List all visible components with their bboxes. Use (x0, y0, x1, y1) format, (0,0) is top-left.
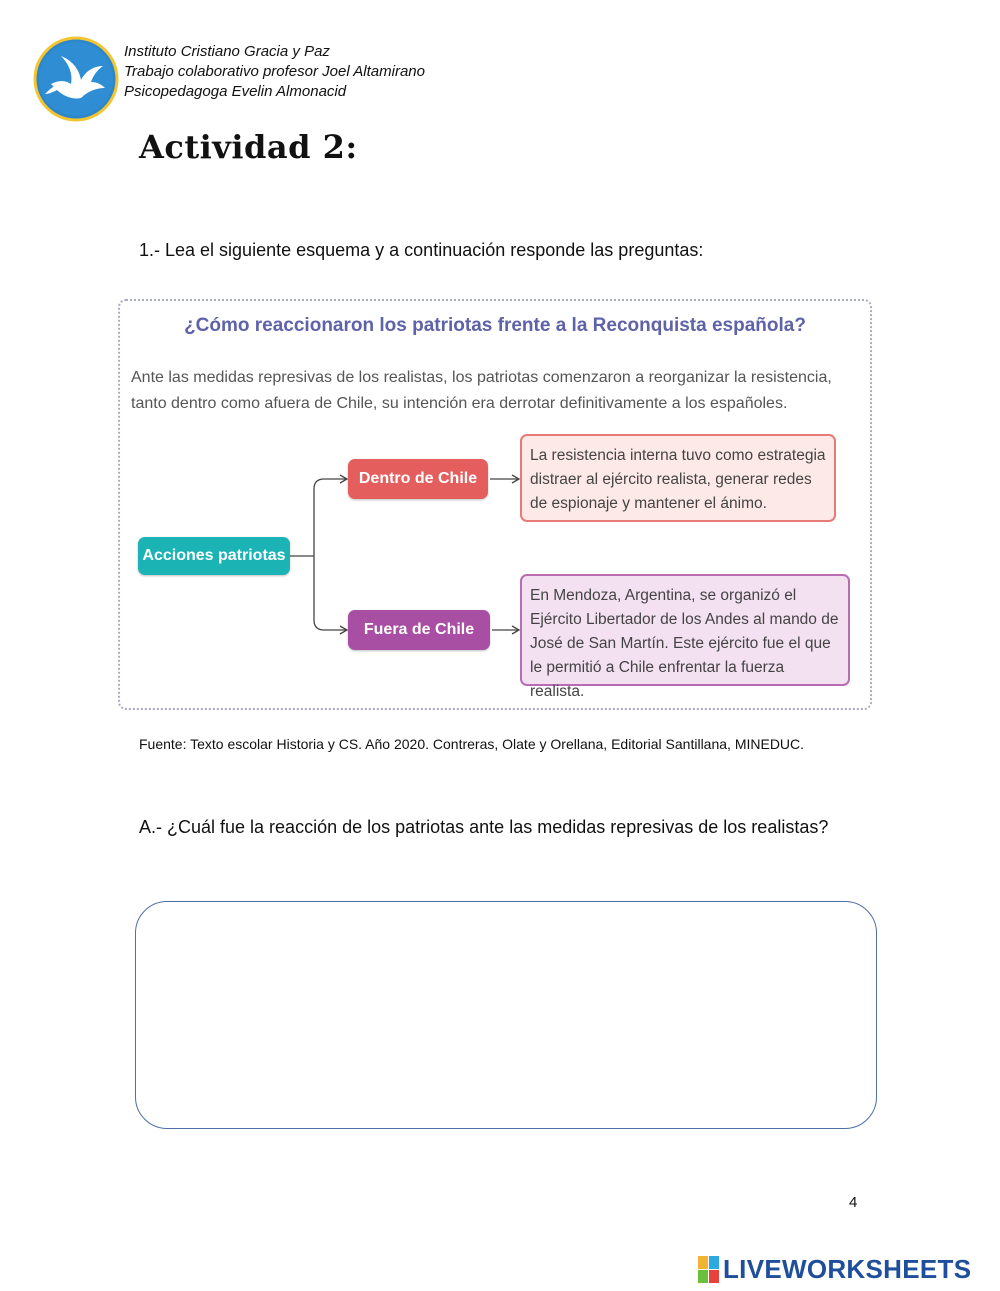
activity-title: Actividad 2: (139, 128, 358, 166)
connector-to-dentro (314, 479, 346, 489)
description-dentro-de-chile: La resistencia interna tuvo como estrategia distraer al ejército realista, generar redes de espionaje y mantener el ánimo. (520, 434, 836, 522)
liveworksheets-brand (698, 1254, 971, 1285)
connector-to-fuera (314, 556, 346, 630)
schema-title: ¿Cómo reaccionaron los patriotas frente a la Reconquista española? (184, 315, 806, 336)
answer-input-box[interactable] (135, 901, 877, 1129)
node-fuera-de-chile: Fuera de Chile (348, 610, 490, 650)
page-number: 4 (849, 1194, 858, 1211)
node-dentro-de-chile: Dentro de Chile (348, 459, 488, 499)
question-a: A.- ¿Cuál fue la reacción de los patriotas ante las medidas represivas de los realistas? (139, 817, 829, 837)
dove-icon (33, 36, 119, 122)
brand-name: LIVEWORKSHEETS (723, 1254, 972, 1284)
description-fuera-de-chile: En Mendoza, Argentina, se organizó el Ejército Libertador de los Andes al mando de José de San Martín. Este ejército fue el que le permitió a Chile enfrentar la fuerza realista. (520, 574, 850, 686)
instruction-text: 1.- Lea el siguiente esquema y a continuación responde las preguntas: (139, 240, 704, 260)
schema-panel (118, 299, 872, 710)
header-info (124, 42, 425, 102)
header-line-teacher: Trabajo colaborativo profesor Joel Altamirano (124, 63, 425, 80)
header-line-school: Instituto Cristiano Gracia y Paz (124, 43, 330, 60)
liveworksheets-logo-icon (698, 1256, 720, 1284)
schema-intro: Ante las medidas represivas de los realistas, los patriotas comenzaron a reorganizar la resistencia, tanto dentro como afuera de Chile, su intención era derrotar definitivamente a los españoles. (131, 369, 832, 412)
source-citation: Fuente: Texto escolar Historia y CS. Año 2020. Contreras, Olate y Orellana, Editorial Santillana, MINEDUC. (139, 736, 805, 752)
school-logo (33, 36, 119, 122)
node-acciones-patriotas: Acciones patriotas (138, 537, 290, 575)
header-line-psychopedagogue: Psicopedagoga Evelin Almonacid (124, 83, 347, 100)
